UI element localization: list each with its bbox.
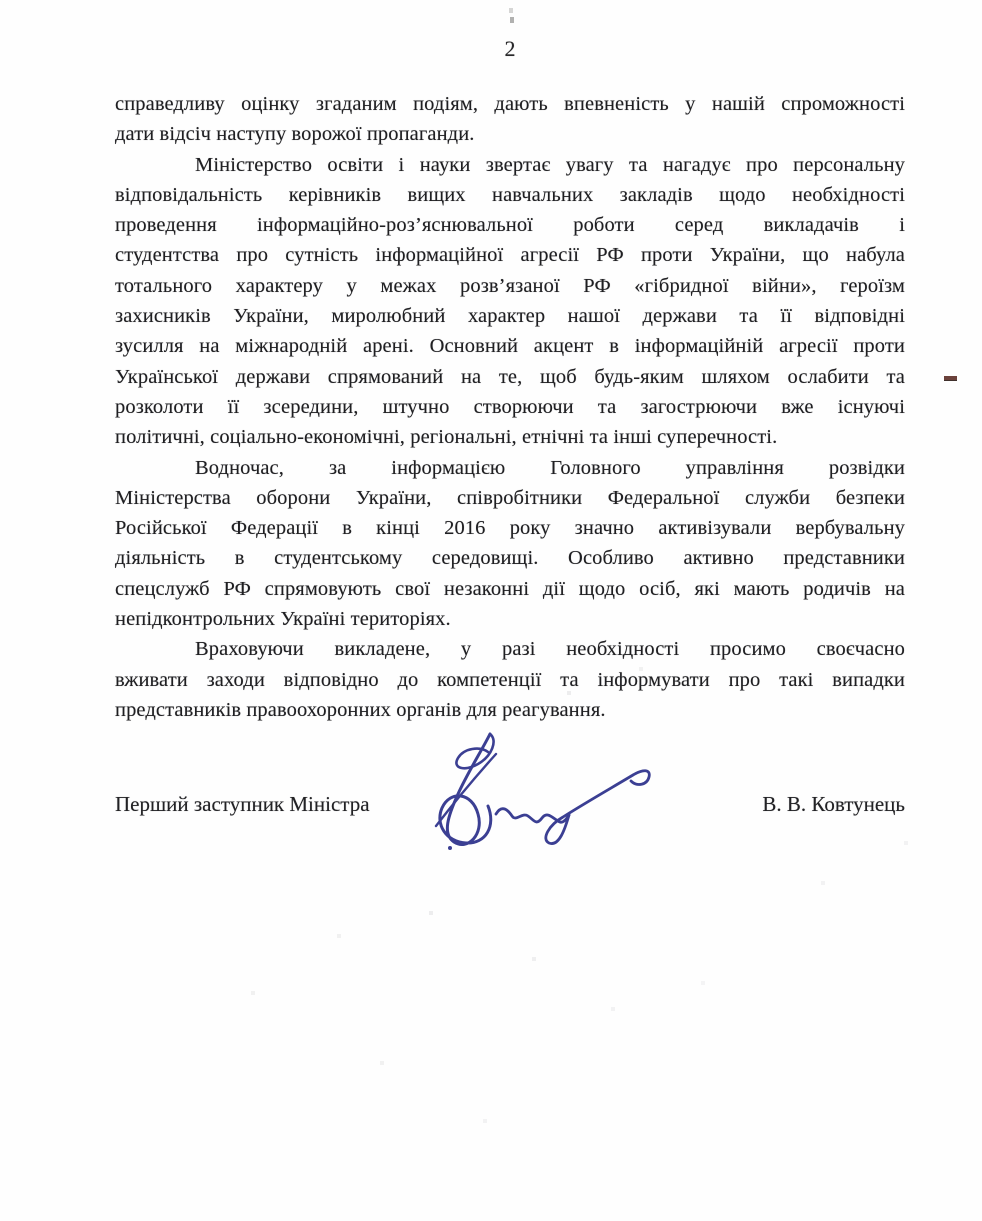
- text-line: політичні, соціально-економічні, регіональні, етнічні та інші суперечності.: [115, 426, 778, 449]
- text-line: дати відсіч наступу ворожої пропаганди.: [115, 123, 475, 146]
- text-line: Міністерства оборони України, співробітники Федеральної служби безпеки: [115, 486, 905, 509]
- text-line: спецслужб РФ спрямовують свої незаконні дії щодо осіб, які мають родичів на: [115, 577, 905, 600]
- paragraph: [115, 453, 905, 635]
- document-body: [115, 89, 905, 725]
- paragraph: [115, 89, 905, 150]
- text-line: непідконтрольних Україні територіях.: [115, 608, 451, 631]
- signer-position-title: Перший заступник Міністра: [115, 792, 370, 816]
- scan-noise: [0, 0, 2, 2]
- text-line: Водночас, за інформацією Головного управління розвідки: [195, 456, 905, 479]
- text-line: Враховуючи викладене, у разі необхідності просимо своєчасно: [195, 638, 905, 661]
- text-line: Української держави спрямований на те, щоб будь-яким шляхом ослабити та: [115, 365, 905, 388]
- text-line: відповідальність керівників вищих навчальних закладів щодо необхідності: [115, 183, 905, 206]
- scan-artifact-dash: [944, 376, 957, 381]
- signer-name: В. В. Ковтунець: [762, 792, 905, 816]
- text-line: Міністерство освіти і науки звертає увагу та нагадує про персональну: [195, 153, 905, 176]
- scan-artifact-speck: [509, 8, 513, 13]
- text-line: зусилля на міжнародній арені. Основний акцент в інформаційній агресії проти: [115, 335, 905, 358]
- text-line: проведення інформаційно-роз’яснювальної роботи серед викладачів і: [115, 214, 905, 237]
- paragraph: [115, 150, 905, 453]
- text-line: діяльність в студентському середовищі. Особливо активно представники: [115, 547, 905, 570]
- text-line: представників правоохоронних органів для реагування.: [115, 698, 606, 721]
- text-line: вживати заходи відповідно до компетенції та інформувати про такі випадки: [115, 668, 905, 691]
- scan-artifact-speck: [510, 17, 514, 23]
- text-line: тотального характеру у межах розв’язаної РФ «гібридної війни», героїзм: [115, 274, 905, 297]
- text-line: захисників України, миролюбний характер нашої держави та її відповідні: [115, 305, 905, 328]
- page-number: 2: [504, 36, 516, 61]
- text-line: студентства про сутність інформаційної агресії РФ проти України, що набула: [115, 244, 905, 267]
- paragraph: [115, 634, 905, 725]
- text-line: справедливу оцінку згаданим подіям, дають впевненість у нашій спроможності: [115, 93, 905, 115]
- signature-block: [115, 792, 905, 817]
- text-line: Російської Федерації в кінці 2016 року значно активізували вербувальну: [115, 517, 905, 540]
- text-line: розколоти її зсередини, штучно створюючи та загострюючи вже існуючі: [115, 395, 905, 418]
